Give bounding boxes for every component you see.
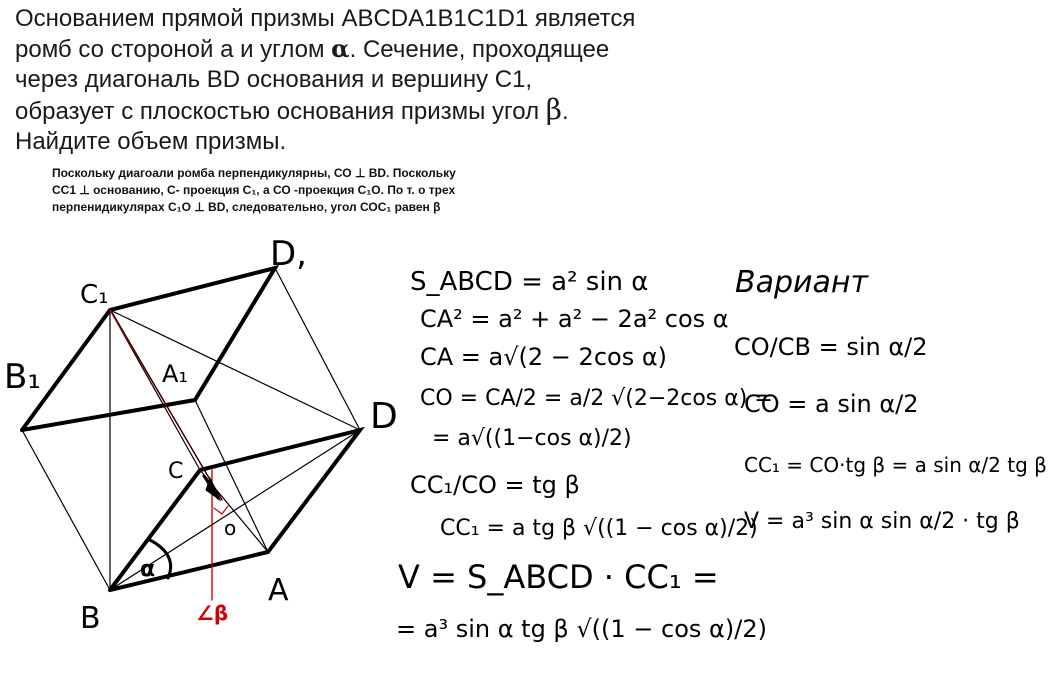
solution-line-8: V = S_ABCD · CC₁ =: [398, 558, 719, 596]
beta-symbol: β: [545, 93, 562, 126]
explanation-line-1: Поскольку диагоали ромба перпендикулярны, СО ⊥ BD. Поскольку: [52, 166, 456, 180]
label-beta-angle: ∠β: [196, 601, 229, 625]
label-c: C: [168, 459, 184, 484]
prism-figure: [22, 268, 360, 600]
section-c1-d: [110, 310, 360, 430]
segment-c1-o: [112, 312, 222, 500]
solution-line-2: CA² = a² + a² − 2a² cos α: [420, 305, 729, 333]
problem-line-4: образует с плоскостью основания призмы угол: [15, 98, 546, 125]
explanation-line-2: СС1 ⊥ основанию, С- проекция С₁, а СО -проекция С₁О. По т. о трех: [52, 183, 456, 197]
problem-line-2-tail: . Сечение, проходящее: [349, 36, 610, 63]
solution-line-6: CC₁/CO = tg β: [410, 471, 580, 499]
label-b: B: [80, 601, 101, 636]
label-a1: A₁: [162, 360, 189, 388]
problem-line-2: ромб со стороной а и углом: [15, 36, 332, 63]
right-angle-mark: [214, 506, 228, 514]
variant-heading: Вариант: [735, 265, 868, 300]
explanation-line-3: перпенидикулярах С₁О ⊥ BD, следовательно, угол СОС₁ равен β: [52, 200, 441, 214]
problem-line-1: Основанием прямой призмы ABCDA1B1C1D1 является: [15, 5, 636, 32]
label-a: A: [268, 573, 289, 608]
solution-line-4: CO = CA/2 = a/2 √(2−2cos α) =: [420, 386, 773, 411]
alpha-symbol: α: [331, 34, 350, 63]
problem-line-4-tail: .: [561, 98, 569, 125]
label-alpha: α: [140, 557, 156, 582]
edge-d1-d: [275, 268, 360, 430]
problem-line-3: через диагональ BD основания и вершину С1,: [15, 66, 533, 93]
variant-line-4: V = a³ sin α sin α/2 · tg β: [744, 509, 1020, 534]
label-b1: B₁: [4, 357, 41, 397]
solution-line-3: CA = a√(2 − 2cos α): [420, 343, 668, 371]
problem-line-5: Найдите объем призмы.: [15, 128, 287, 155]
solution-column: [396, 267, 773, 643]
edge-b1-b: [22, 430, 110, 590]
variant-line-1: CO/CB = sin α/2: [734, 333, 928, 361]
variant-column: [734, 265, 1047, 534]
solution-line-7: CC₁ = a tg β √((1 − cos α)/2): [440, 516, 758, 541]
label-o: o: [224, 516, 237, 540]
label-d: D: [370, 396, 398, 437]
variant-line-2: CO = a sin α/2: [744, 390, 919, 418]
solution-line-1: S_ABCD = a² sin α: [410, 267, 649, 297]
solution-line-5: = a√((1−cos α)/2): [432, 426, 632, 451]
prism-top-face: [22, 268, 275, 430]
solution-line-9: = a³ sin α tg β √((1 − cos α)/2): [396, 615, 767, 643]
label-d1: D,: [270, 234, 307, 274]
variant-line-3: CC₁ = CO·tg β = a sin α/2 tg β: [744, 453, 1047, 477]
label-c1: C₁: [80, 280, 109, 310]
